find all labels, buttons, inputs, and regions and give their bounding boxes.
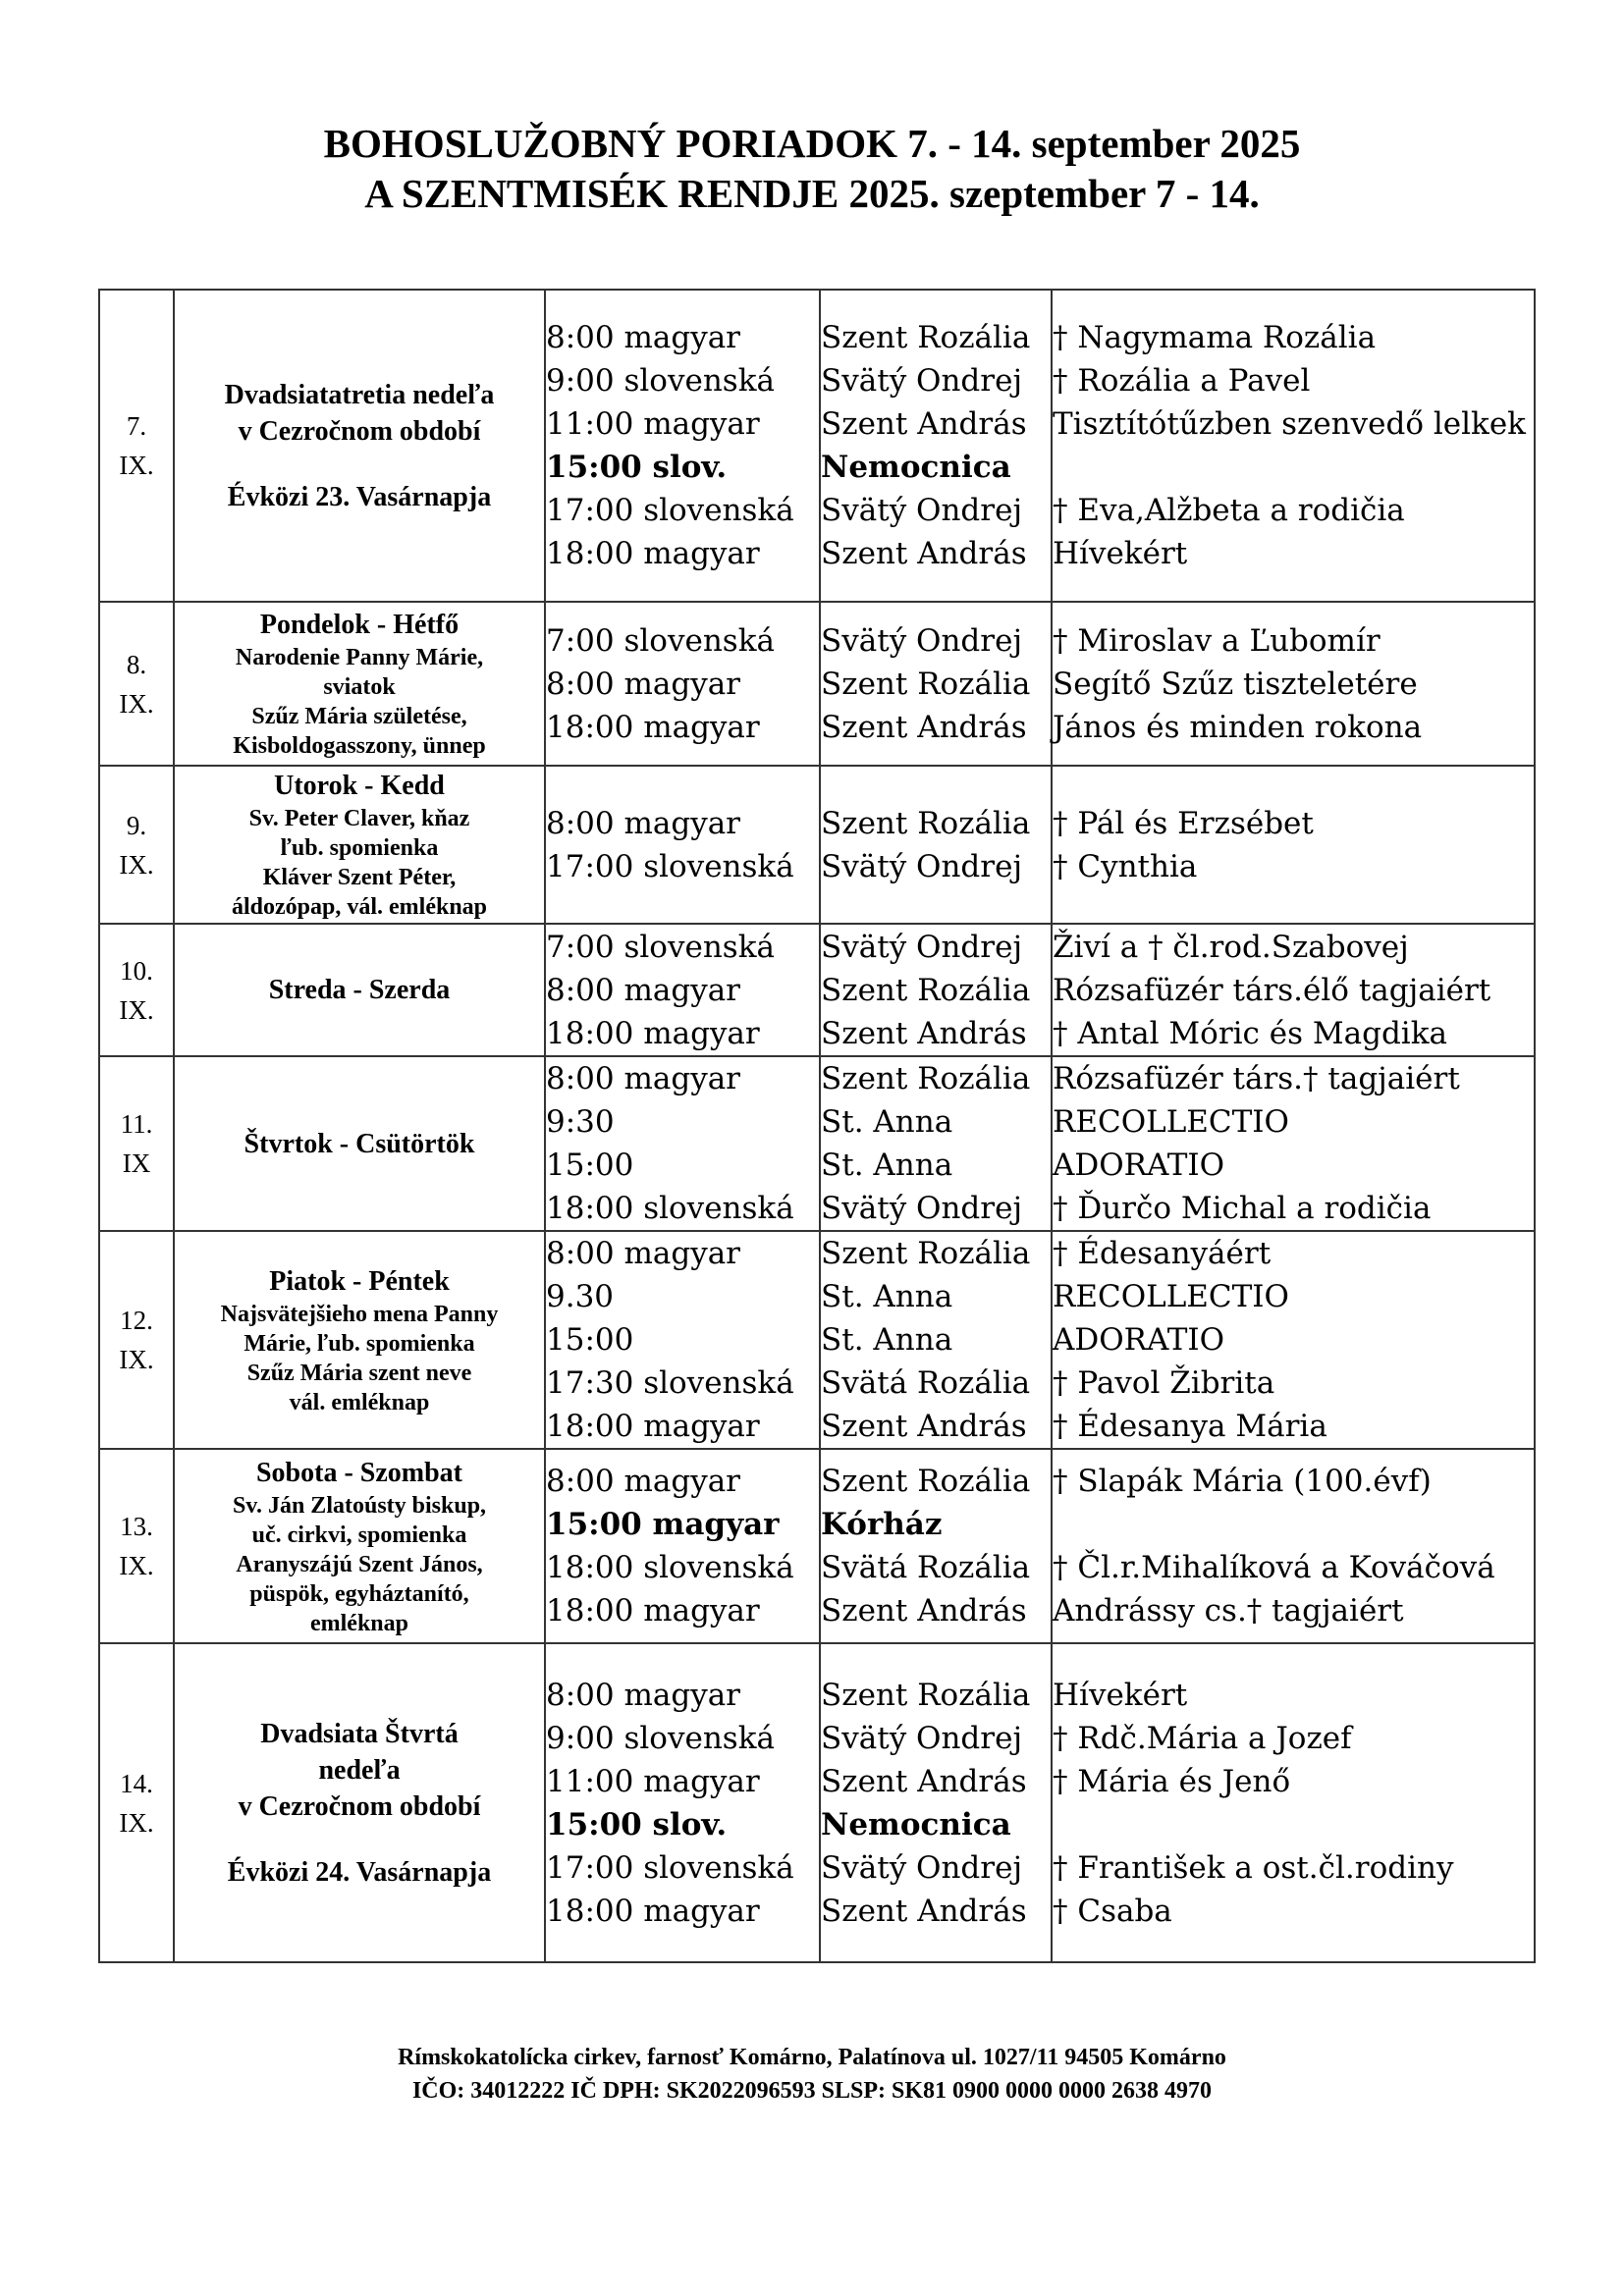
mass-time: 8:00 magyar [546,1677,741,1713]
day-feast-line: ľub. spomienka [280,835,439,861]
mass-place: Svätý Ondrej [821,1720,1023,1756]
date-line: 10. [120,955,153,986]
mass-place: Szent Rozália [821,1677,1031,1713]
mass-place: Szent András [821,1409,1027,1444]
date-line: IX. [119,994,154,1025]
mass-place: St. Anna [821,1148,953,1183]
date-line: IX. [119,688,154,719]
mass-place-cell [820,1449,1052,1643]
day-feast-line: Najsvätejšieho mena Panny [220,1301,499,1327]
mass-time: 8:00 magyar [546,320,741,355]
mass-time: 7:00 slovenská [546,622,775,659]
mass-time: 18:00 magyar [546,1593,760,1629]
blank-line [1053,1503,1534,1546]
day-feast-line: Szűz Mária szent neve [246,1360,472,1386]
mass-intention: † Mária és Jenő [1053,1763,1291,1799]
mass-time: 8:00 magyar [546,805,741,841]
mass-intention: Andrássy cs.† tagjaiért [1053,1593,1404,1629]
day-feast-line: vál. emléknap [289,1389,430,1415]
mass-time: 8:00 magyar [546,666,741,702]
mass-time: 17:00 slovenská [546,493,794,528]
day-title-line: Évközi 23. Vasárnapja [227,481,492,512]
mass-place: Szent Rozália [821,320,1031,355]
mass-intention: Rózsafüzér társ.† tagjaiért [1053,1061,1460,1096]
date-cell [99,1231,174,1449]
mass-place-cell [820,1231,1052,1449]
mass-time: 9:30 [546,1104,615,1140]
mass-intention: † Édesanyáért [1053,1236,1272,1271]
mass-intention-cell [1052,290,1535,602]
footer-ids: IČO: 34012222 IČ DPH: SK2022096593 SLSP: SK81 0900 0000 0000 2638 4970 [411,2078,1213,2104]
mass-intention: János és minden rokona [1053,709,1423,745]
mass-intention: Hívekért [1053,536,1188,571]
footer-address: Rímskokatolícka cirkev, farnosť Komárno, Palatínova ul. 1027/11 94505 Komárno [398,2045,1226,2070]
day-feast-line: emléknap [309,1610,408,1636]
date-line: IX [122,1148,151,1178]
mass-schedule-table [98,289,1536,1963]
mass-place: Szent András [821,1893,1027,1929]
mass-place-cell [820,766,1052,924]
mass-time: 17:00 slovenská [546,848,794,884]
date-line: IX. [119,1807,154,1838]
mass-time: 9:00 slovenská [546,1720,775,1756]
day-title-line: Štvrtok - Csütörtök [244,1128,475,1159]
mass-time: 18:00 magyar [546,709,760,745]
mass-place: Szent András [821,709,1027,745]
day-title-line: Dvadsiatatretia nedeľa [224,379,495,410]
mass-time: 8:00 magyar [546,1061,741,1096]
mass-place: Szent Rozália [821,805,1031,841]
day-feast-line: áldozópap, vál. emléknap [231,894,488,920]
mass-intention: Živí a † čl.rod.Szabovej [1053,929,1409,965]
mass-place: Svätý Ondrej [821,929,1023,965]
date-line: IX. [119,451,154,480]
date-line: 12. [120,1306,153,1335]
mass-intention-cell [1052,1449,1535,1643]
schedule-row [99,602,1535,766]
date-line: IX. [119,1345,154,1374]
mass-place: Svätá Rozália [821,1550,1031,1585]
mass-intention: † Slapák Mária (100.évf) [1053,1464,1432,1499]
mass-intention: † Rozália a Pavel [1053,363,1311,399]
mass-place-cell [820,602,1052,766]
mass-intention: † Pavol Žibrita [1053,1365,1275,1401]
mass-place: Szent András [821,1015,1027,1051]
mass-place: Szent András [821,536,1027,571]
mass-intention: Tisztítótűzben szenvedő lelkek [1053,406,1526,442]
mass-place: St. Anna [821,1279,953,1314]
mass-intention: † Csaba [1053,1893,1172,1929]
schedule-row [99,1231,1535,1449]
mass-intention: Segítő Szűz tiszteletére [1053,666,1418,702]
mass-time: 15:00 [546,1322,634,1358]
mass-intention-cell [1052,1643,1535,1962]
mass-time: 17:00 slovenská [546,1849,794,1886]
mass-time-cell [545,602,820,766]
day-title-line: Piatok - Péntek [269,1265,450,1297]
mass-intention: † František a ost.čl.rodiny [1053,1849,1454,1886]
liturgical-day-cell [174,1231,545,1449]
mass-time: 8:00 magyar [546,1236,741,1271]
mass-intention: † Miroslav a Ľubomír [1053,622,1380,659]
mass-intention: † Pál és Erzsébet [1053,805,1314,841]
mass-intention: † Čl.r.Mihalíková a Kováčová [1053,1550,1495,1585]
day-title-line: Utorok - Kedd [274,771,445,801]
blank-line [1053,1803,1534,1846]
mass-time-cell [545,1056,820,1231]
mass-time: 8:00 magyar [546,1464,741,1499]
day-spacer [175,1825,544,1854]
day-title-line: Sobota - Szombat [255,1457,462,1488]
liturgical-day-cell [174,1056,545,1231]
mass-place: St. Anna [821,1322,953,1358]
liturgical-day-cell [174,924,545,1056]
mass-place-cell [820,1056,1052,1231]
date-cell [99,766,174,924]
mass-time: 8:00 magyar [546,972,741,1008]
mass-intention: ADORATIO [1053,1148,1225,1183]
date-line: 9. [126,810,147,840]
mass-intention: RECOLLECTIO [1053,1279,1289,1314]
mass-place: Szent Rozália [821,1061,1031,1096]
mass-time: 18:00 magyar [546,1015,760,1051]
mass-time: 15:00 slov. [546,450,728,485]
liturgical-day-cell [174,602,545,766]
mass-place: Svätý Ondrej [821,363,1023,399]
mass-place: Nemocnica [821,450,1011,485]
mass-time: 15:00 magyar [546,1507,780,1542]
mass-place: Svätý Ondrej [821,493,1023,528]
mass-place: Szent András [821,406,1027,442]
date-line: 8. [126,649,147,679]
mass-intention-cell [1052,766,1535,924]
mass-place: Szent Rozália [821,1236,1031,1271]
day-title-line: Pondelok - Hétfő [259,610,460,640]
liturgical-day-cell [174,766,545,924]
date-cell [99,602,174,766]
date-line: 7. [126,411,147,441]
day-feast-line: püspök, egyháztanító, [249,1580,469,1607]
liturgical-day-cell [174,290,545,602]
mass-place: Svätý Ondrej [821,622,1023,659]
liturgical-day-cell [174,1449,545,1643]
mass-time-cell [545,924,820,1056]
day-feast-line: Kláver Szent Péter, [262,865,457,890]
mass-time-cell [545,1449,820,1643]
mass-intention: † Ďurčo Michal a rodičia [1053,1191,1432,1226]
day-feast-line: sviatok [323,674,396,700]
mass-time: 15:00 [546,1148,634,1183]
mass-time-cell [545,290,820,602]
mass-place: Svätý Ondrej [821,848,1023,884]
day-title-line: Streda - Szerda [268,975,451,1005]
day-feast-line: Sv. Peter Claver, kňaz [248,806,470,831]
mass-intention-cell [1052,1231,1535,1449]
mass-place: Szent András [821,1763,1027,1799]
mass-place: Szent András [821,1593,1027,1629]
mass-intention-cell [1052,1056,1535,1231]
mass-intention: RECOLLECTIO [1053,1104,1289,1140]
mass-place: Szent Rozália [821,1464,1031,1499]
schedule-row [99,766,1535,924]
date-line: 14. [120,1768,153,1798]
day-feast-line: Sv. Ján Zlatoústy biskup, [232,1492,487,1519]
schedule-row [99,290,1535,602]
mass-place-cell [820,1643,1052,1962]
day-spacer [175,450,544,479]
mass-time: 15:00 slov. [546,1806,728,1842]
mass-place-cell [820,924,1052,1056]
title-hungarian: A SZENTMISÉK RENDJE 2025. szeptember 7 - 14. [364,171,1260,216]
mass-intention: ADORATIO [1053,1322,1225,1358]
mass-place: Svätá Rozália [821,1365,1031,1401]
day-title-line: Dvadsiata Štvrtá [260,1718,459,1749]
mass-intention: † Rdč.Mária a Jozef [1053,1720,1352,1756]
day-title-line: Évközi 24. Vasárnapja [227,1856,492,1888]
mass-place: Svätý Ondrej [821,1191,1023,1226]
mass-intention: † Nagymama Rozália [1053,320,1377,355]
mass-time: 18:00 slovenská [546,1550,794,1585]
mass-place: Nemocnica [821,1806,1011,1842]
blank-line [1053,446,1534,489]
day-feast-line: Szűz Mária születése, [251,704,467,729]
mass-time: 11:00 magyar [546,406,760,442]
mass-time: 17:30 slovenská [546,1365,794,1401]
date-line: IX. [119,1551,154,1580]
day-title-line: v Cezročnom období [238,415,481,447]
schedule-row [99,1643,1535,1962]
schedule-row [99,924,1535,1056]
mass-place: St. Anna [821,1104,953,1140]
day-feast-line: Aranyszájú Szent János, [236,1551,483,1577]
mass-time-cell [545,1643,820,1962]
mass-intention: † Édesanya Mária [1053,1409,1327,1444]
mass-time: 18:00 magyar [546,1893,760,1929]
day-title-line: v Cezročnom období [238,1790,481,1822]
date-line: IX. [119,849,154,880]
day-title-line: nedeľa [318,1754,401,1786]
date-cell [99,290,174,602]
mass-intention: Rózsafüzér társ.élő tagjaiért [1053,972,1491,1008]
mass-time-cell [545,766,820,924]
mass-place-cell [820,290,1052,602]
mass-time: 9:00 slovenská [546,363,775,399]
mass-time: 9.30 [546,1279,615,1314]
title-slovak: BOHOSLUŽOBNÝ PORIADOK 7. - 14. september 2025 [323,121,1301,166]
mass-intention: Hívekért [1053,1677,1188,1713]
mass-intention: † Cynthia [1053,848,1198,884]
mass-time: 18:00 magyar [546,1409,760,1444]
mass-time: 18:00 slovenská [546,1191,794,1226]
schedule-row [99,1449,1535,1643]
mass-intention: † Antal Móric és Magdika [1053,1015,1447,1051]
mass-intention-cell [1052,602,1535,766]
mass-place: Kórház [821,1507,943,1542]
mass-time: 11:00 magyar [546,1763,760,1799]
mass-place: Szent Rozália [821,972,1031,1008]
date-cell [99,924,174,1056]
day-feast-line: uč. cirkvi, spomienka [251,1522,467,1548]
mass-intention-cell [1052,924,1535,1056]
date-line: 11. [120,1109,153,1139]
day-feast-line: Narodenie Panny Márie, [235,645,484,670]
date-cell [99,1056,174,1231]
mass-time-cell [545,1231,820,1449]
day-feast-line: Márie, ľub. spomienka [244,1330,475,1357]
mass-place: Szent Rozália [821,666,1031,702]
liturgical-day-cell [174,1643,545,1962]
day-feast-line: Kisboldogasszony, ünnep [233,733,486,759]
mass-time: 18:00 magyar [546,536,760,571]
mass-place: Svätý Ondrej [821,1849,1023,1886]
date-cell [99,1449,174,1643]
mass-intention: † Eva,Alžbeta a rodičia [1053,493,1405,528]
date-line: 13. [120,1512,153,1541]
date-cell [99,1643,174,1962]
mass-time: 7:00 slovenská [546,929,775,965]
schedule-row [99,1056,1535,1231]
